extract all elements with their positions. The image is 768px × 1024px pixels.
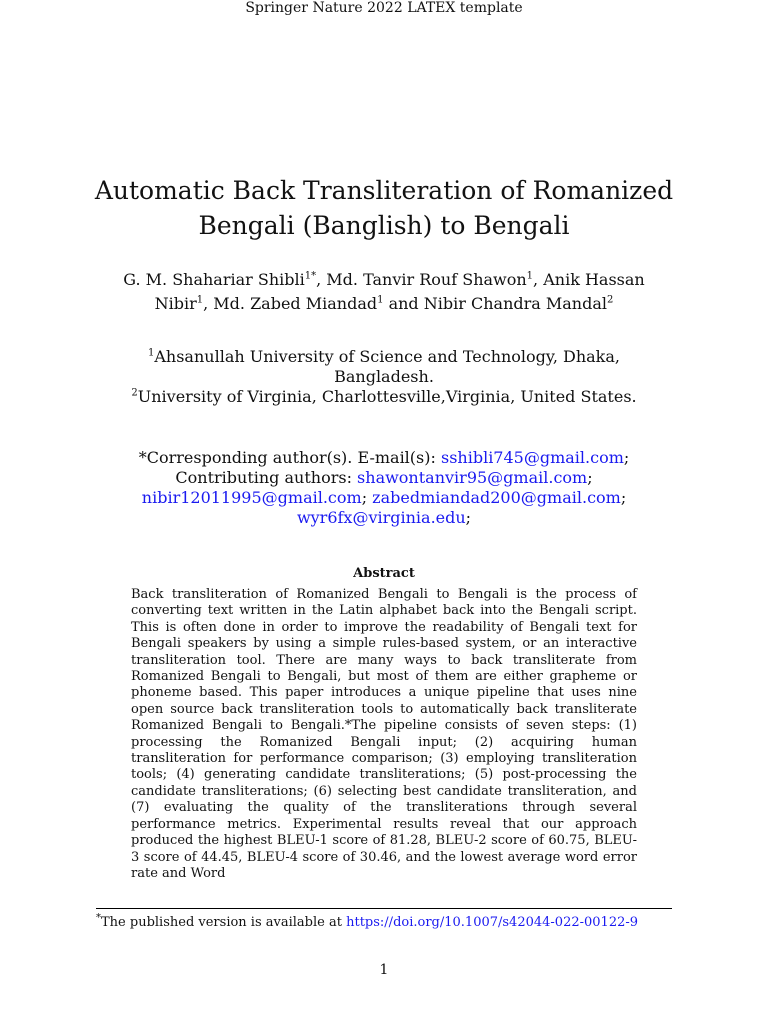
affiliation-2: $^2$University of Virginia, Charlottesville,Virginia, United States.: [131, 387, 637, 406]
affiliation-1: $^1$Ahsanullah University of Science and Technology, Dhaka, Bangladesh.: [147, 347, 620, 386]
author-name: Md. Zabed Miandad: [213, 294, 378, 313]
contributor-email-link[interactable]: nibir12011995@gmail.com: [141, 488, 362, 507]
abstract-heading: Abstract: [353, 566, 415, 581]
abstract-body: Back transliteration of Romanized Bengali to Bengali is the process of converting text written in the Latin alphabet back into the Bengali script. This is often done in order to improve the readability of Bengali text for Bengali speakers by using a simple rules-based system, or an interactive transliteration tool. There are many ways to back transliterate from Romanized Bengali to Bengali, but most of them are either grapheme or phoneme based. This paper introduces a unique pipeline that uses nine open source back transliteration tools to automatically back transliterate Romanized Bengali to Bengali.*The pipeline consists of seven steps: (1) processing the Romanized Bengali input; (2) acquiring human transliteration for performance comparison; (3) employing transliteration tools; (4) generating candidate transliterations; (5) post-processing the candidate transliterations; (6) selecting best candidate transliteration, and (7) evaluating the quality of the transliterations through several performance metrics. Experimental results reveal that our approach produced the highest BLEU-1 score of 81.28, BLEU-2 score of 60.75, BLEU-3 score of 44.45, BLEU-4 score of 30.46, and the lowest average word error rate and Word: [131, 587, 637, 881]
doi-link[interactable]: https://doi.org/10.1007/s42044-022-00122-9: [346, 915, 639, 930]
corresponding-label: *Corresponding author(s). E-mail(s):: [138, 448, 436, 467]
author-name: Anik Hassan Nibir: [154, 270, 645, 313]
contributor-email-link[interactable]: shawontanvir95@gmail.com: [357, 468, 588, 487]
correspondence-block: *Corresponding author(s). E-mail(s): sshibli745@gmail.com; Contributing authors: shawontanvir95@gmail.com; nibir12011995@gmail.com; zabedmiandad200@gmail.com; wyr6fx@virginia.edu;: [138, 448, 630, 527]
author-affil-mark: 1: [526, 270, 534, 282]
author-affil-mark: 1: [377, 294, 384, 306]
running-header: Springer Nature 2022 LATEX template: [245, 0, 523, 16]
contributor-email-link[interactable]: zabedmiandad200@gmail.com: [372, 488, 621, 507]
paper-title: Automatic Back Transliteration of Romanized Bengali (Banglish) to Bengali: [94, 176, 674, 240]
author-name: Md. Tanvir Rouf Shawon: [326, 270, 527, 289]
footnote: [96, 914, 686, 932]
footnote-text: The published version is available at: [101, 915, 342, 930]
footnote-rule: [96, 908, 672, 909]
author-name: Nibir Chandra Mandal: [423, 294, 608, 313]
contributing-label: Contributing authors:: [175, 468, 352, 487]
affiliations: [96, 347, 672, 407]
footnote-mark: *: [96, 912, 101, 924]
contributor-email-link[interactable]: wyr6fx@virginia.edu: [296, 508, 466, 527]
corresponding-email-link[interactable]: sshibli745@gmail.com: [440, 448, 624, 467]
author-affil-mark: 2: [607, 294, 614, 306]
author-list: G. M. Shahariar Shibli$^{1*}$, Md. Tanvir Rouf Shawon$^1$, Anik Hassan Nibir$^1$, Md. Zabed Miandad$^1$ and Nibir Chandra Mandal$^2$: [123, 270, 645, 313]
page-number: 1: [379, 962, 389, 978]
author-affil-mark: 1: [196, 294, 204, 306]
author-name: G. M. Shahariar Shibli: [123, 270, 305, 289]
author-affil-mark: 1*: [304, 270, 317, 282]
